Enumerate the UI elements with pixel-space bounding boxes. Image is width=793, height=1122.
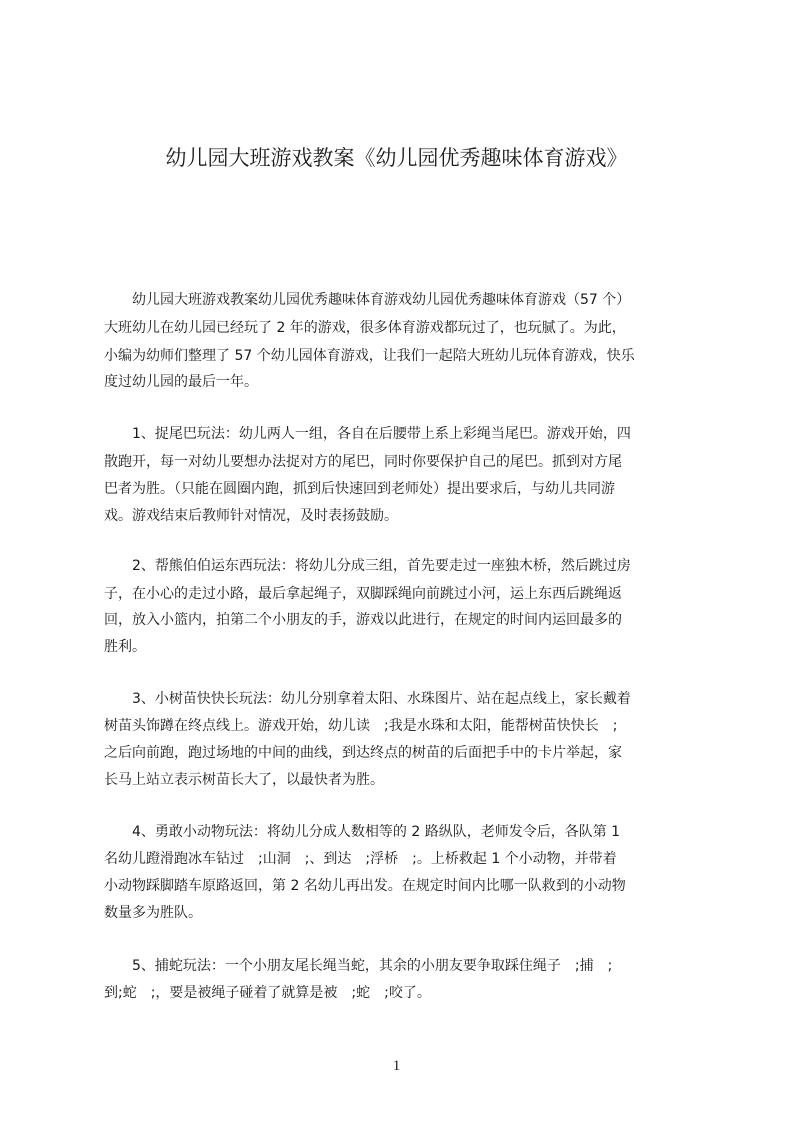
- paragraph-game-2-line: 2、帮熊伯伯运东西玩法：将幼儿分成三组，首先要走过一座独木桥，然后跳过房: [104, 558, 631, 574]
- paragraph-game-2-line: 子，在小心的走过小路，最后拿起绳子，双脚踩绳向前跳过小河，运上东西后跳绳返: [104, 586, 622, 602]
- paragraph-game-4-line: 数量多为胜队。: [104, 905, 202, 921]
- paragraph-game-5-line: 5、捕蛇玩法：一个小朋友尾长绳当蛇，其余的小朋友要争取踩住绳子 ;捕 ;: [104, 958, 613, 974]
- paragraph-game-4-line: 名幼儿蹬滑跑冰车钻过 ;山洞 ;、到达 ;浮桥 ;。上桥救起 1 个小动物，并带着: [104, 851, 617, 867]
- page-number: 1: [392, 1058, 401, 1074]
- paragraph-intro-line: 小编为幼师们整理了 57 个幼儿园体育游戏，让我们一起陪大班幼儿玩体育游戏，快乐: [104, 348, 635, 364]
- paragraph-game-2-line: 胜利。: [104, 639, 146, 655]
- paragraph-intro-line: 大班幼儿在幼儿园已经玩了 2 年的游戏，很多体育游戏都玩过了，也玩腻了。为此，: [104, 320, 626, 336]
- paragraph-game-3-line: 长马上站立表示树苗长大了，以最快者为胜。: [104, 772, 384, 788]
- paragraph-game-1-line: 散跑开，每一对幼儿要想办法捉对方的尾巴，同时你要保护自己的尾巴。抓到对方尾: [104, 454, 622, 470]
- paragraph-game-4-line: 4、勇敢小动物玩法：将幼儿分成人数相等的 2 路纵队，老师发令后，各队第 1: [104, 824, 621, 840]
- paragraph-game-3-line: 树苗头饰蹲在终点线上。游戏开始，幼儿读 ;我是水珠和太阳，能帮树苗快快长 ;: [104, 718, 618, 734]
- paragraph-game-3-line: 3、小树苗快快长玩法：幼儿分别拿着太阳、水珠图片、站在起点线上，家长戴着: [104, 691, 631, 707]
- paragraph-intro-line: 幼儿园大班游戏教案幼儿园优秀趣味体育游戏幼儿园优秀趣味体育游戏（57 个）: [104, 292, 631, 308]
- paragraph-game-1-line: 1、捉尾巴玩法：幼儿两人一组，各自在后腰带上系上彩绳当尾巴。游戏开始，四: [104, 426, 631, 442]
- document-title: 幼儿园大班游戏教案《幼儿园优秀趣味体育游戏》: [165, 146, 628, 170]
- paragraph-game-4-line: 小动物踩脚踏车原路返回，第 2 名幼儿再出发。在规定时间内比哪一队救到的小动物: [104, 878, 626, 894]
- paragraph-game-3-line: 之后向前跑，跑过场地的中间的曲线，到达终点的树苗的后面把手中的卡片举起，家: [104, 745, 622, 761]
- paragraph-game-1-line: 戏。游戏结束后教师针对情况，及时表扬鼓励。: [104, 508, 398, 524]
- paragraph-game-1-line: 巴者为胜。（只能在圆圈内跑，抓到后快速回到老师处）提出要求后，与幼儿共同游: [104, 481, 615, 497]
- paragraph-intro-line: 度过幼儿园的最后一年。: [104, 374, 258, 390]
- paragraph-game-2-line: 回，放入小篮内，拍第二个小朋友的手，游戏以此进行，在规定的时间内运回最多的: [104, 612, 622, 628]
- paragraph-game-5-line: 到;蛇 ;，要是被绳子碰着了就算是被 ;蛇 ;咬了。: [104, 985, 431, 1001]
